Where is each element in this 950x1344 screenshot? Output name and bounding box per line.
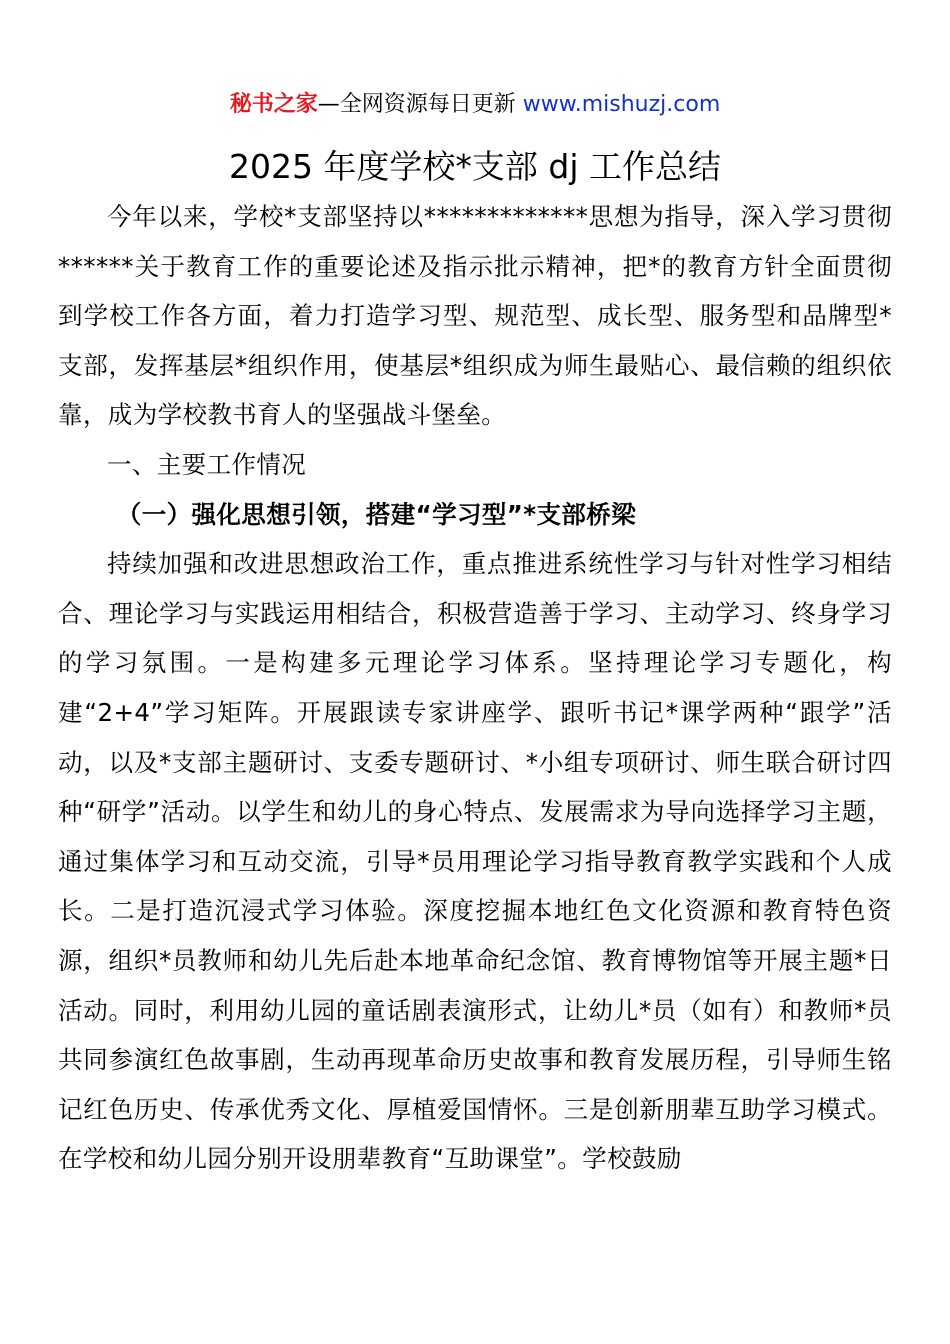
section-heading: 一、主要工作情况 bbox=[107, 449, 307, 479]
document-title: 2025 年度学校*支部 dj 工作总结 bbox=[228, 147, 722, 186]
site-header bbox=[0, 88, 950, 122]
subsection-heading: （一）强化思想引领，搭建“学习型”*支部桥梁 bbox=[116, 499, 637, 529]
body-paragraph: 持续加强和改进思想政治工作，重点推进系统性学习与针对性学习相结合、理论学习与实践运用相结合，积极营造善于学习、主动学习、终身学习的学习氛围。一是构建多元理论学习体系。坚持理论学习专题化，构建“2+4”学习矩阵。开展跟读专家讲座学、跟听书记*课学两种“跟学”活动，以及*支部主题研讨、支委专题研讨、*小组专项研讨、师生联合研讨四种“研学”活动。以学生和幼儿的身心特点、发展需求为导向选择学习主题，通过集体学习和互动交流，引导*员用理论学习指导教育教学实践和个人成长。二是打造沉浸式学习体验。深度挖掘本地红色文化资源和教育特色资源，组织*员教师和幼儿先后赴本地革命纪念馆、教育博物馆等开展主题*日活动。同时，利用幼儿园的童话剧表演形式，让幼儿*员（如有）和教师*员共同参演红色故事剧，生动再现革命历史故事和教育发展历程，引导师生铭记红色历史、传承优秀文化、厚植爱国情怀。三是创新朋辈互助学习模式。在学校和幼儿园分别开设朋辈教育“互助课堂”。学校鼓励 bbox=[58, 549, 892, 1174]
site-slogan: —全网资源每日更新 bbox=[317, 92, 523, 117]
intro-paragraph: 今年以来，学校*支部坚持以*************思想为指导，深入学习贯彻******关于教育工作的重要论述及指示批示精神，把*的教育方针全面贯彻到学校工作各方面，着力打造学习型、规范型、成长型、服务型和品牌型*支部，发挥基层*组织作用，使基层*组织成为师生最贴心、最信赖的组织依靠，成为学校教书育人的坚强战斗堡垒。 bbox=[58, 202, 892, 430]
site-url-link[interactable]: www.mishuzj.com bbox=[522, 92, 721, 117]
site-brand: 秘书之家 bbox=[229, 92, 318, 117]
document-body bbox=[58, 192, 892, 1184]
